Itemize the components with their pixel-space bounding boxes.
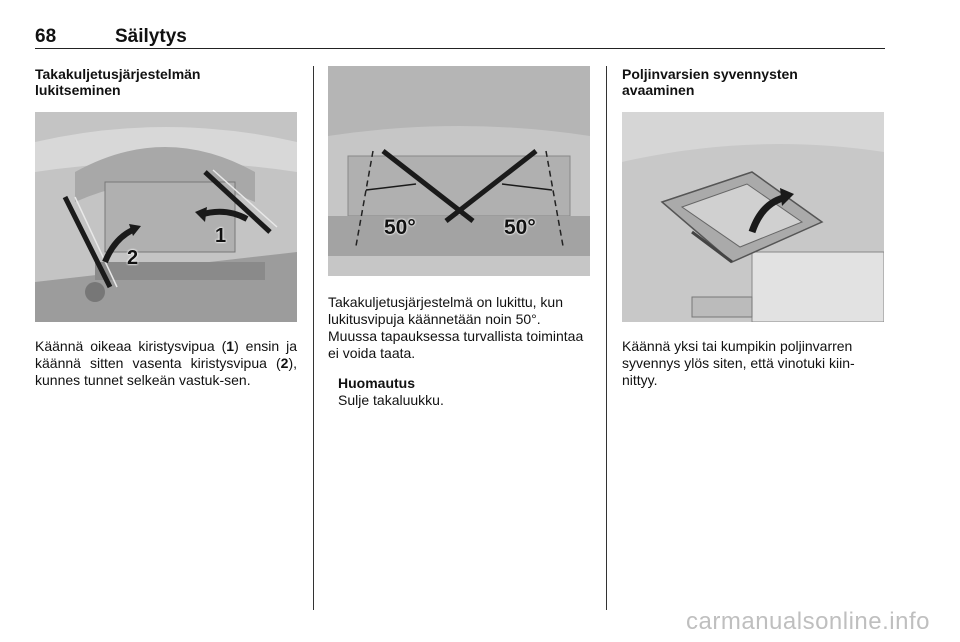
column-divider-2 bbox=[606, 66, 607, 610]
heading-line: avaaminen bbox=[622, 82, 695, 98]
heading-line: Takakuljetusjärjestelmän bbox=[35, 66, 201, 82]
heading-line: Poljinvarsien syvennysten bbox=[622, 66, 798, 82]
note-text: Sulje takaluukku. bbox=[338, 392, 444, 408]
instruction-text-2: Takakuljetusjärjestelmä on lukittu, kun lukitusvipuja käännetään noin 50°. Muussa tapauksessa turvallista toimintaa ei voida taata. bbox=[328, 294, 584, 361]
instruction-text-3: Käännä yksi tai kumpikin poljinvarren syvennys ylös siten, että vinotuki kiin-nittyy. bbox=[622, 338, 855, 388]
column-divider-1 bbox=[313, 66, 314, 610]
heading-line: lukitseminen bbox=[35, 82, 121, 98]
angle-label-right: 50° bbox=[504, 216, 536, 239]
instruction-text-1: Käännä oikeaa kiristysvipua (1) ensin ja käännä sitten vasenta kiristysvipua (2), kunnes tunnet selkeän vastuk-sen. bbox=[35, 338, 297, 388]
figure-label-2: 2 bbox=[127, 247, 139, 269]
page-number: 68 bbox=[35, 26, 57, 47]
heading-lock-carrier bbox=[35, 66, 305, 98]
angle-label-left: 50° bbox=[384, 216, 416, 239]
figure-label-1: 1 bbox=[215, 225, 227, 247]
figure-pedal-recess bbox=[622, 112, 884, 322]
heading-pedal-recess bbox=[622, 66, 884, 98]
note-title: Huomautus bbox=[338, 375, 415, 391]
watermark: carmanualsonline.info bbox=[686, 608, 930, 635]
figure-tension-levers bbox=[35, 112, 297, 322]
figure-lock-angle bbox=[328, 66, 590, 276]
section-title: Säilytys bbox=[115, 26, 187, 47]
page-header bbox=[35, 22, 885, 49]
